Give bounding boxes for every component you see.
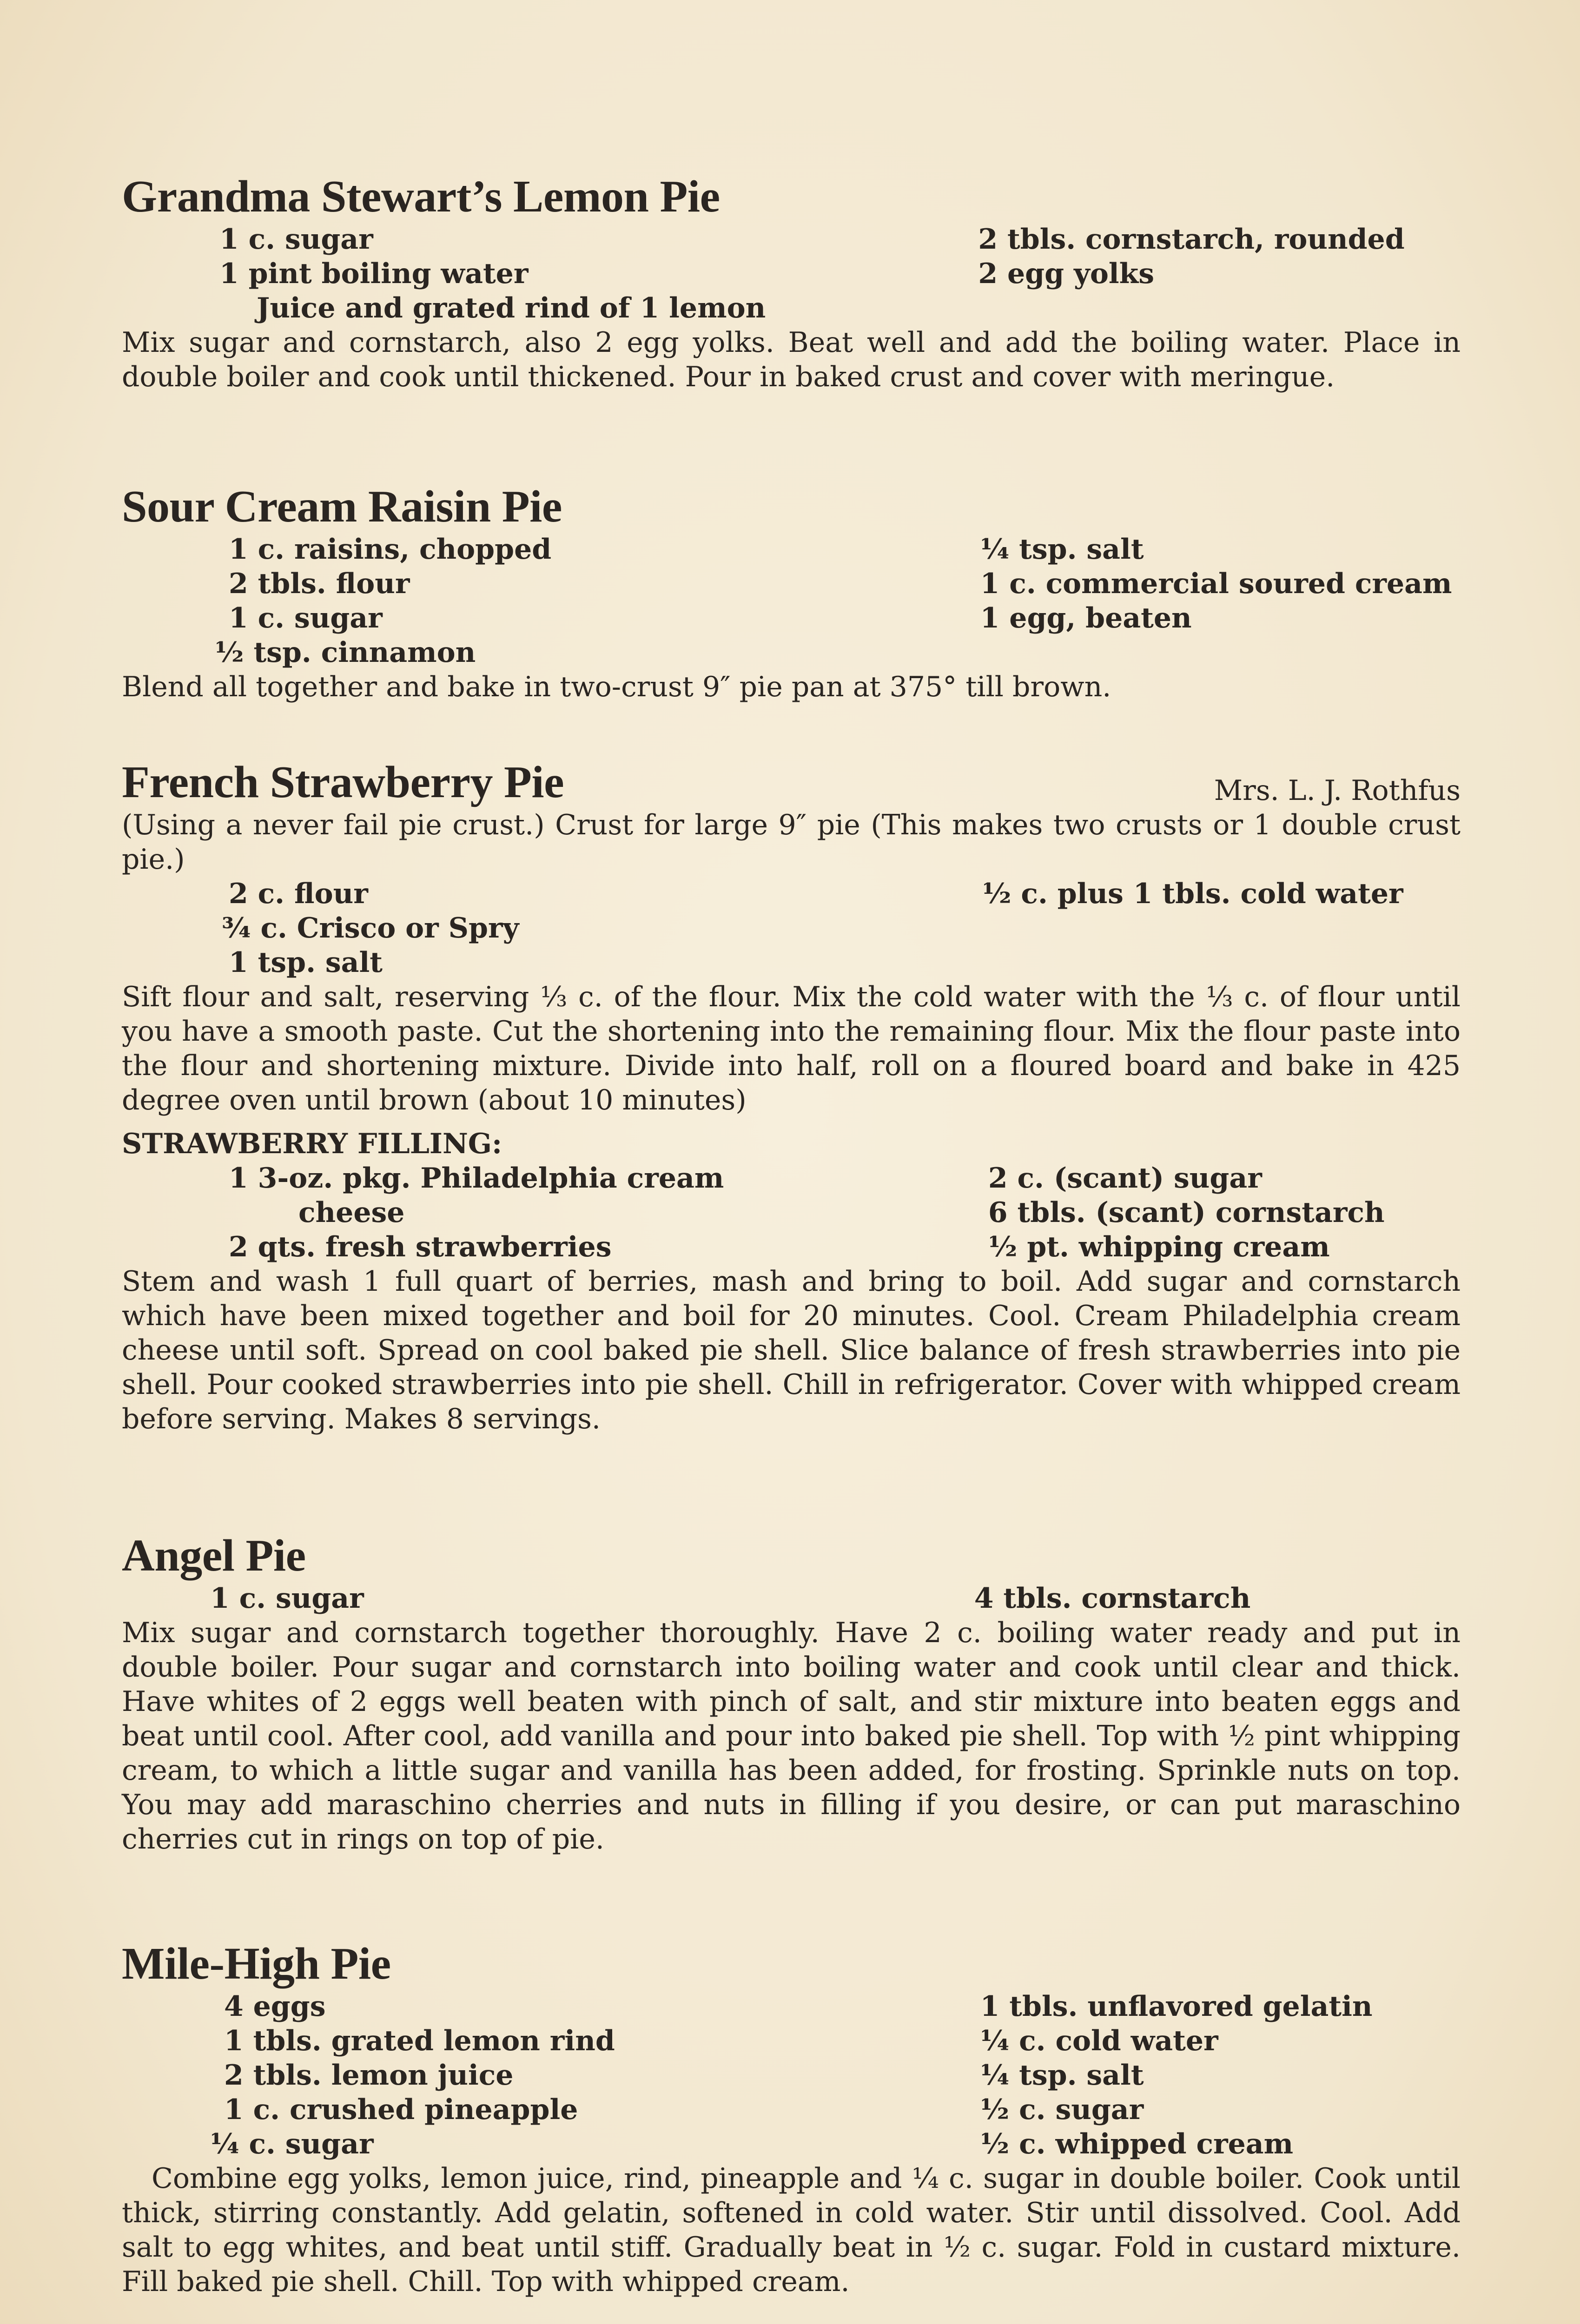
recipe-instructions: Mix sugar and cornstarch together thoroughly. Have 2 c. boiling water ready and put in double boiler. Pour sugar and cornstarch into boiling water and cook until clear and thick. Have whites of 2 eggs well beaten with pinch of salt, and stir mixture into beaten eggs and beat until cool. After cool, add vanilla and pour into baked pie shell. Top with ½ pint whipping cream, to which a little sugar and vanilla has been added, for frosting. Sprinkle nuts on top. You may add maraschino cherries and nuts in filling if you desire, or can put maraschino cherries cut in rings on top of pie. <box>122 1617 1461 1855</box>
recipe-instructions: Sift flour and salt, reserving ⅓ c. of the flour. Mix the cold water with the ⅓ c. of flour until you have a smooth paste. Cut the shortening into the remaining flour. Mix the flour paste into the flour and shortening mixture. Divide into half, roll on a floured board and bake in 425 degree oven until brown (about 10 minutes) <box>122 981 1461 1116</box>
ingredient: 1 c. raisins, chopped <box>229 533 552 566</box>
ingredient: ¼ tsp. salt <box>980 2059 1144 2092</box>
recipe-title: Grandma Stewart’s Lemon Pie <box>122 172 720 222</box>
ingredient: 2 tbls. cornstarch, rounded <box>978 223 1405 256</box>
ingredient: 1 egg, beaten <box>980 602 1192 634</box>
ingredient: ½ tsp. cinnamon <box>215 636 476 669</box>
ingredient: 1 c. sugar <box>210 1582 364 1615</box>
ingredient: 2 egg yolks <box>978 257 1154 290</box>
recipe-angel-pie <box>122 1530 1461 1856</box>
ingredient: 2 tbls. lemon juice <box>224 2059 514 2092</box>
ingredient: ¼ tsp. salt <box>980 533 1144 566</box>
ingredient-list <box>122 222 1461 291</box>
recipe-instructions: Mix sugar and cornstarch, also 2 egg yolks. Beat well and add the boiling water. Place in double boiler and cook until thickened. Pour in baked crust and cover with meringue. <box>122 326 1461 393</box>
filling-ingredient-list <box>122 1161 1461 1264</box>
recipe-french-strawberry-pie <box>122 757 1461 1436</box>
recipe-title: Mile-High Pie <box>122 1939 391 1989</box>
ingredient: 4 tbls. cornstarch <box>974 1582 1251 1615</box>
ingredient: 1 pint boiling water <box>219 257 529 290</box>
ingredient: ½ pt. whipping cream <box>988 1231 1330 1263</box>
recipe-title: Angel Pie <box>122 1531 306 1581</box>
ingredient-list <box>122 877 1461 980</box>
ingredient: 2 tbls. flour <box>229 568 410 600</box>
ingredient: 1 c. crushed pineapple <box>224 2093 578 2126</box>
ingredient: 4 eggs <box>224 1990 326 2023</box>
filling-instructions: Stem and wash 1 full quart of berries, mash and bring to boil. Add sugar and cornstarch which have been mixed together and boil for 20 minutes. Cool. Cream Philadelphia cream cheese until soft. Spread on cool baked pie shell. Slice balance of fresh strawberries into pie shell. Pour cooked strawberries into pie shell. Chill in refrigerator. Cover with whipped cream before serving. Makes 8 servings. <box>122 1265 1461 1435</box>
ingredient: Juice and grated rind of 1 lemon <box>257 292 766 324</box>
recipe-author: Mrs. L. J. Rothfus <box>1214 774 1461 807</box>
recipe-mile-high-pie <box>122 1938 1461 2299</box>
recipe-sour-cream-raisin-pie <box>122 481 1461 704</box>
recipe-intro: (Using a never fail pie crust.) Crust for large 9″ pie (This makes two crusts or 1 double crust pie.) <box>122 809 1461 876</box>
ingredient-list <box>122 532 1461 670</box>
ingredient: 2 qts. fresh strawberries <box>229 1231 612 1263</box>
ingredient: 1 tbls. grated lemon rind <box>224 2025 615 2057</box>
ingredient: 1 c. sugar <box>219 223 373 256</box>
ingredient: 1 tsp. salt <box>229 946 383 979</box>
ingredient: cheese <box>298 1196 405 1229</box>
ingredient: 6 tbls. (scant) cornstarch <box>988 1196 1385 1229</box>
ingredient: ¼ c. sugar <box>210 2128 374 2160</box>
ingredient: 1 c. sugar <box>229 602 383 634</box>
recipe-title: French Strawberry Pie <box>122 757 564 807</box>
recipe-instructions: Combine egg yolks, lemon juice, rind, pineapple and ¼ c. sugar in double boiler. Cook until thick, stirring constantly. Add gelatin, softened in cold water. Stir until dissolved. Cool. Add salt to egg whites, and beat until stiff. Gradually beat in ½ c. sugar. Fold in custard mixture. Fill baked pie shell. Chill. Top with whipped cream. <box>122 2162 1461 2298</box>
ingredient: ½ c. plus 1 tbls. cold water <box>982 878 1403 910</box>
ingredient: 1 tbls. unflavored gelatin <box>980 1990 1373 2023</box>
ingredient: 1 c. commercial soured cream <box>980 568 1452 600</box>
ingredient: ¾ c. Crisco or Spry <box>222 912 519 944</box>
recipe-title: Sour Cream Raisin Pie <box>122 482 562 532</box>
ingredient: ½ c. whipped cream <box>980 2128 1294 2160</box>
filling-heading: STRAWBERRY FILLING: <box>122 1128 502 1160</box>
ingredient: ¼ c. cold water <box>980 2025 1218 2057</box>
ingredient: 1 3-oz. pkg. Philadelphia cream <box>229 1162 724 1195</box>
ingredient: 2 c. flour <box>229 878 368 910</box>
recipe-instructions: Blend all together and bake in two-crust 9″ pie pan at 375° till brown. <box>122 671 1111 703</box>
ingredient-list <box>122 1581 1461 1616</box>
ingredient-list <box>122 1989 1461 2161</box>
recipe-lemon-pie <box>122 171 1461 394</box>
ingredient: 2 c. (scant) sugar <box>988 1162 1262 1195</box>
ingredient: ½ c. sugar <box>980 2093 1144 2126</box>
